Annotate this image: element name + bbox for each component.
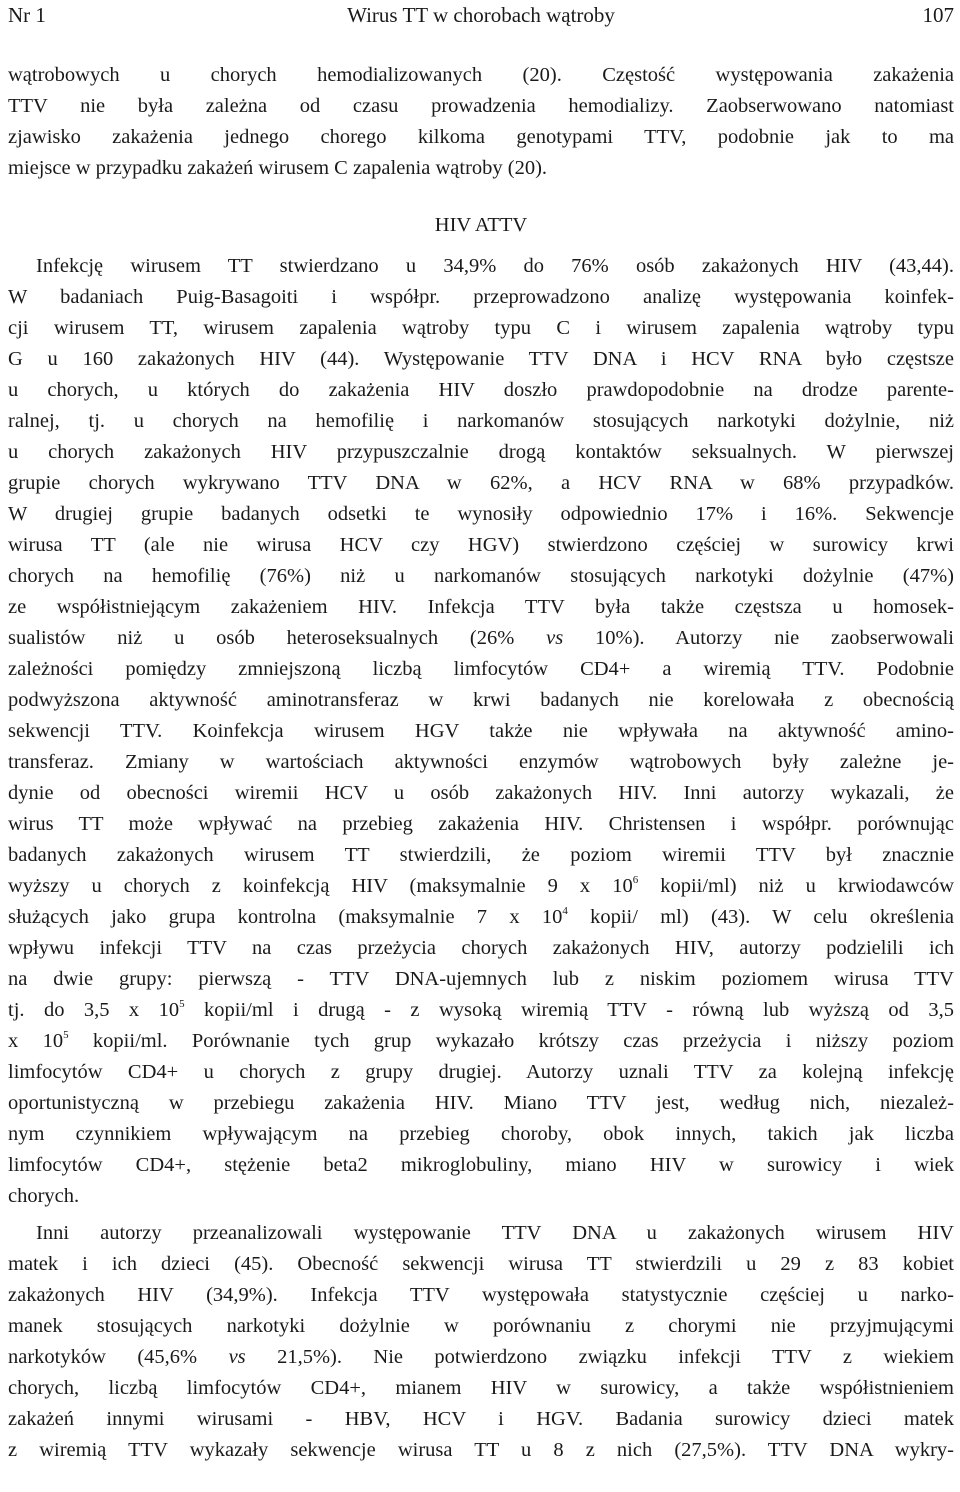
text-line: wątrobowych u chorych hemodializowanych (20). Częstość występowania zakażenia <box>8 64 954 86</box>
text-line <box>8 1026 954 1057</box>
text-line: cji wirusem TT, wirusem zapalenia wątroby typu C i wirusem zapalenia wątroby typu <box>8 317 954 339</box>
text-line: Infekcję wirusem TT stwierdzano u 34,9% do 76% osób zakażonych HIV (43,44). <box>36 255 954 277</box>
text-line: transferaz. Zmiany w wartościach aktywności enzymów wątrobowych były zależne je- <box>8 751 954 773</box>
text-line: W badaniach Puig-Basagoiti i współpr. przeprowadzono analizę występowania koinfek- <box>8 286 954 308</box>
text-line: z wiremią TTV wykazały sekwencje wirusa TT u 8 z nich (27,5%). TTV DNA wykry- <box>8 1439 954 1461</box>
exponent: 5 <box>63 1029 69 1041</box>
text-line <box>8 995 954 1026</box>
text-line: podwyższona aktywność aminotransferaz w krwi badanych nie korelowała z obecnością <box>8 689 954 711</box>
text-line: nym czynnikiem wpływającym na przebieg choroby, obok innych, takich jak liczba <box>8 1123 954 1145</box>
text-line: dynie od obecności wiremii HCV u osób zakażonych HIV. Inni autorzy wykazali, że <box>8 782 954 804</box>
text-line: W drugiej grupie badanych odsetki te wynosiły odpowiednio 17% i 16%. Sekwencje <box>8 503 954 525</box>
text-line: zjawisko zakażenia jednego chorego kilkoma genotypami TTV, podobnie jak to ma <box>8 126 954 148</box>
exponent: 5 <box>179 998 185 1010</box>
paragraph-hiv-ttv <box>8 251 954 1212</box>
text-segment: kopii/ml i drugą - z wysoką wiremią TTV - równą lub wyższą od 3,5 <box>184 999 954 1021</box>
text-line: zależności pomiędzy zmniejszoną liczbą limfocytów CD4+ a wiremią TTV. Podobnie <box>8 658 954 680</box>
text-segment: sualistów niż u osób heteroseksualnych (26% <box>8 627 547 649</box>
text-segment: kopii/ml. Porównanie tych grup wykazało krótszy czas przeżycia i niższy poziom <box>68 1030 954 1052</box>
text-line: chorych na hemofilię (76%) niż u narkomanów stosujących narkotyki dożylnie (47%) <box>8 565 954 587</box>
text-line: zakażeń innymi wirusami - HBV, HCV i HGV. Badania surowicy dzieci matek <box>8 1408 954 1430</box>
text-line <box>8 871 954 902</box>
text-line: wpływu infekcji TTV na czas przeżycia chorych zakażonych HIV, autorzy podzielili ich <box>8 937 954 959</box>
text-line: manek stosujących narkotyki dożylnie w porównaniu z chorymi nie przyjmującymi <box>8 1315 954 1337</box>
text-line: wirusa TT (ale nie wirusa HCV czy HGV) stwierdzono częściej w surowicy krwi <box>8 534 954 556</box>
text-line: Inni autorzy przeanalizowali występowanie TTV DNA u zakażonych wirusem HIV <box>36 1222 954 1244</box>
text-line: sekwencji TTV. Koinfekcja wirusem HGV także nie wpływała na aktywność amino- <box>8 720 954 742</box>
text-segment: x 10 <box>8 1030 64 1052</box>
text-line: limfocytów CD4+ u chorych z grupy drugiej. Autorzy uznali TTV za kolejną infekcję <box>8 1061 954 1083</box>
text-line: TTV nie była zależna od czasu prowadzenia hemodializy. Zaobserwowano natomiast <box>8 95 954 117</box>
text-segment: służących jako grupa kontrolna (maksymalnie 7 x 10 <box>8 906 563 928</box>
text-line: G u 160 zakażonych HIV (44). Występowanie TTV DNA i HCV RNA było częstsze <box>8 348 954 370</box>
text-line: miejsce w przypadku zakażeń wirusem C zapalenia wątroby (20). <box>8 157 548 179</box>
text-line: limfocytów CD4+, stężenie beta2 mikroglobuliny, miano HIV w surowicy i wiek <box>8 1154 954 1176</box>
text-line <box>8 902 954 933</box>
exponent: 4 <box>562 905 568 917</box>
page-number: 107 <box>922 3 954 27</box>
section-heading: HIV ATTV <box>434 214 528 236</box>
page-header <box>8 0 954 30</box>
text-line: zakażonych HIV (34,9%). Infekcja TTV występowała statystycznie częściej u narko- <box>8 1284 954 1306</box>
text-segment: kopii/ml) niż u krwiodawców <box>638 875 954 897</box>
text-segment: 21,5%). Nie potwierdzono związku infekcji TTV z wiekiem <box>245 1346 954 1368</box>
exponent: 6 <box>632 874 639 886</box>
text-line: grupie chorych wykrywano TTV DNA w 62%, a HCV RNA w 68% przypadków. <box>8 472 954 494</box>
text-line: matek i ich dzieci (45). Obecność sekwencji wirusa TT stwierdzili u 29 z 83 kobiet <box>8 1253 954 1275</box>
running-title: Wirus TT w chorobach wątroby <box>347 3 615 27</box>
text-segment: narkotyków (45,6% <box>8 1346 229 1368</box>
text-line <box>8 1342 954 1373</box>
text-segment: kopii/ ml) (43). W celu określenia <box>567 906 954 928</box>
text-line: chorych, liczbą limfocytów CD4+, mianem HIV w surowicy, a także współistnieniem <box>8 1377 954 1399</box>
text-segment: tj. do 3,5 x 10 <box>8 999 180 1021</box>
text-segment: wyższy u chorych z koinfekcją HIV (maksymalnie 9 x 10 <box>8 875 633 897</box>
text-line: na dwie grupy: pierwszą - TTV DNA-ujemnych lub z niskim poziomem wirusa TTV <box>8 968 954 990</box>
article-body <box>8 60 954 1466</box>
text-line: badanych zakażonych wirusem TT stwierdzili, że poziom wiremii TTV był znacznie <box>8 844 954 866</box>
issue-number: Nr 1 <box>8 3 46 27</box>
intro-paragraph <box>8 60 954 184</box>
paragraph-mothers-children <box>8 1218 954 1466</box>
text-line: u chorych, u których do zakażenia HIV doszło prawdopodobnie na drodze parente- <box>8 379 954 401</box>
text-line: wirus TT może wpływać na przebieg zakażenia HIV. Christensen i współpr. porównując <box>8 813 954 835</box>
text-line: chorych. <box>8 1185 80 1207</box>
text-line <box>8 623 954 654</box>
italic-vs: vs <box>228 1346 246 1368</box>
text-line: ralnej, tj. u chorych na hemofilię i narkomanów stosujących narkotyki dożylnie, niż <box>8 410 954 432</box>
text-line: oportunistyczną w przebiegu zakażenia HIV. Miano TTV jest, według nich, niezależ- <box>8 1092 954 1114</box>
text-segment: 10%). Autorzy nie zaobserwowali <box>563 627 954 649</box>
italic-vs: vs <box>546 627 564 649</box>
text-line: u chorych zakażonych HIV przypuszczalnie drogą kontaktów seksualnych. W pierwszej <box>8 441 954 463</box>
text-line: ze współistniejącym zakażeniem HIV. Infekcja TTV była także częstsza u homosek- <box>8 596 954 618</box>
